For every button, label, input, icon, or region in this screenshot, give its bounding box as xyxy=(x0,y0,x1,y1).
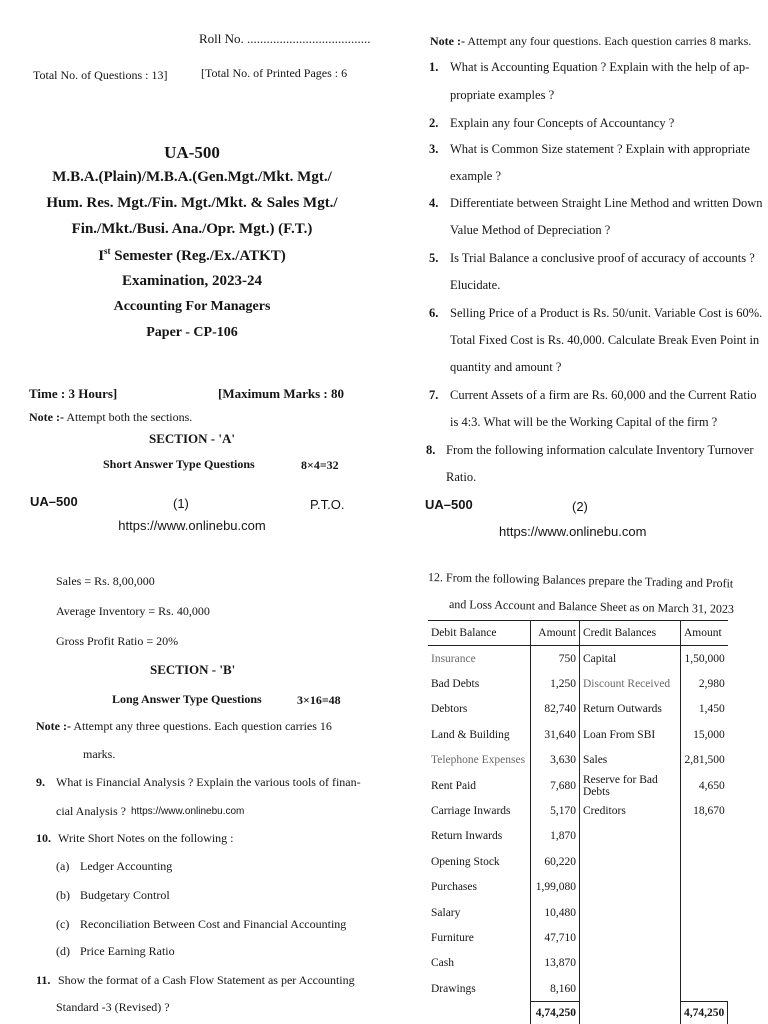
debit-name: Purchases xyxy=(428,875,531,900)
paper-number: Paper - CP-106 xyxy=(146,325,238,340)
q10-c-text: Reconciliation Between Cost and Financial Accounting xyxy=(80,917,347,931)
page-1 xyxy=(0,0,384,552)
q8-line-2: Ratio. xyxy=(446,470,477,484)
table-row xyxy=(428,671,728,696)
debit-amount: 1,99,080 xyxy=(531,875,580,900)
page-3 xyxy=(0,552,384,1024)
balances-table xyxy=(428,620,728,1024)
credit-name: Capital xyxy=(580,646,681,672)
credit-name xyxy=(580,900,681,925)
table-row xyxy=(428,748,728,773)
credit-amount xyxy=(681,925,728,950)
section-b-title: SECTION - 'B' xyxy=(150,662,236,677)
credit-amount: 1,50,000 xyxy=(684,652,725,665)
exam-year: Examination, 2023-24 xyxy=(121,273,262,289)
table-row xyxy=(428,925,728,950)
table-row xyxy=(428,646,728,672)
credit-amount: 15,000 xyxy=(693,728,725,741)
section-a-type: Short Answer Type Questions xyxy=(103,457,255,471)
debit-amount: 47,710 xyxy=(531,925,580,950)
q4-number: 4. xyxy=(429,196,439,210)
credit-name xyxy=(580,976,681,1002)
q10-a-text: Ledger Accounting xyxy=(80,859,173,873)
debit-amount: 31,640 xyxy=(531,722,580,747)
q10-number: 10. xyxy=(36,831,51,845)
debit-name: Opening Stock xyxy=(428,849,531,874)
q6-line-1: Selling Price of a Product is Rs. 50/unit. Variable Cost is 60%. xyxy=(450,306,763,320)
table-row xyxy=(428,773,728,798)
q11-line-2: Standard -3 (Revised) ? xyxy=(56,1000,170,1014)
q11-line-1: Show the format of a Cash Flow Statement as per Accounting xyxy=(58,973,355,987)
debit-amount: 3,630 xyxy=(531,748,580,773)
debit-amount: 5,170 xyxy=(531,798,580,823)
q6-line-3: quantity and amount ? xyxy=(450,360,562,374)
total-questions: Total No. of Questions : 13] xyxy=(33,68,168,82)
credit-amount xyxy=(681,951,728,976)
credit-name xyxy=(580,824,681,849)
given-sales: Sales = Rs. 8,00,000 xyxy=(56,574,155,588)
section-a-marks: 8×4=32 xyxy=(301,458,339,472)
q3-line-1: What is Common Size statement ? Explain with appropriate xyxy=(450,142,750,156)
debit-amount: 13,870 xyxy=(531,951,580,976)
q2-number: 2. xyxy=(429,116,439,130)
footer-url[interactable]: https://www.onlinebu.com xyxy=(499,524,647,539)
debit-amount: 82,740 xyxy=(531,697,580,722)
credit-name xyxy=(580,849,681,874)
q10-d-label: (d) xyxy=(56,944,70,958)
credit-name xyxy=(580,875,681,900)
q5-number: 5. xyxy=(429,251,439,265)
time: Time : 3 Hours] xyxy=(29,386,118,401)
credit-amount: 2,81,500 xyxy=(684,754,725,767)
table-row xyxy=(428,849,728,874)
credit-amount: 4,650 xyxy=(698,779,725,792)
table-header-row xyxy=(428,621,728,646)
header-credit-amount: Amount xyxy=(681,621,728,646)
debit-name: Furniture xyxy=(428,925,531,950)
note-line-2: marks. xyxy=(83,747,116,761)
section-a-title: SECTION - 'A' xyxy=(149,431,235,446)
debit-name: Rent Paid xyxy=(428,773,531,798)
footer-code: UA–500 xyxy=(425,497,473,512)
q11-number: 11. xyxy=(36,973,51,987)
q8-number: 8. xyxy=(426,443,436,457)
q4-line-2: Value Method of Depreciation ? xyxy=(450,223,611,237)
debit-name: Salary xyxy=(428,900,531,925)
credit-amount xyxy=(681,900,728,925)
credit-amount xyxy=(681,976,728,1002)
debit-name: Carriage Inwards xyxy=(428,798,531,823)
max-marks: [Maximum Marks : 80 xyxy=(218,386,345,401)
q9-number: 9. xyxy=(36,775,45,789)
footer-code: UA–500 xyxy=(30,494,78,509)
header-credit-balances: Credit Balances xyxy=(580,621,681,646)
q1-number: 1. xyxy=(429,60,439,74)
q9-url[interactable]: https://www.onlinebu.com xyxy=(131,806,245,817)
total-spacer xyxy=(428,1002,531,1024)
total-spacer xyxy=(580,1002,681,1024)
debit-amount: 1,250 xyxy=(531,671,580,696)
q6-line-2: Total Fixed Cost is Rs. 40,000. Calculate Break Even Point in xyxy=(450,333,760,347)
q1-line-2: propriate examples ? xyxy=(450,88,555,102)
page-4 xyxy=(384,552,768,1024)
q12-line-2: and Loss Account and Balance Sheet as on March 31, 2023 xyxy=(448,597,735,616)
credit-name: Reserve for Bad Debts xyxy=(580,773,681,798)
footer-page-number: (2) xyxy=(572,499,588,514)
table-row xyxy=(428,722,728,747)
table-row xyxy=(428,951,728,976)
q5-line-1: Is Trial Balance a conclusive proof of accuracy of accounts ? xyxy=(450,251,755,265)
credit-amount: 18,670 xyxy=(693,805,725,818)
q5-line-2: Elucidate. xyxy=(450,278,501,292)
q10-text: Write Short Notes on the following : xyxy=(58,831,234,845)
note: Note :- Attempt both the sections. xyxy=(29,410,193,424)
debit-name: Land & Building xyxy=(428,722,531,747)
table-row xyxy=(428,824,728,849)
roll-no: Roll No. ...................................... xyxy=(199,31,371,46)
q10-b-text: Budgetary Control xyxy=(80,888,170,902)
q3-line-2: example ? xyxy=(450,169,502,183)
credit-name xyxy=(580,951,681,976)
q9-line-1: What is Financial Analysis ? Explain the various tools of finan- xyxy=(56,775,361,789)
credit-amount xyxy=(681,824,728,849)
total-pages: [Total No. of Printed Pages : 6 xyxy=(201,66,348,80)
debit-name: Bad Debts xyxy=(428,671,531,696)
debit-amount: 10,480 xyxy=(531,900,580,925)
q4-line-1: Differentiate between Straight Line Method and written Down xyxy=(450,196,763,210)
table-row xyxy=(428,875,728,900)
debit-name: Drawings xyxy=(428,976,531,1002)
course-line-2: Hum. Res. Mgt./Fin. Mgt./Mkt. & Sales Mgt./ xyxy=(46,195,338,211)
course-line-1: M.B.A.(Plain)/M.B.A.(Gen.Mgt./Mkt. Mgt./ xyxy=(52,169,332,185)
table-row xyxy=(428,798,728,823)
debit-amount: 7,680 xyxy=(531,773,580,798)
footer-pto: P.T.O. xyxy=(310,497,345,512)
credit-amount xyxy=(681,849,728,874)
course-line-3: Fin./Mkt./Busi. Ana./Opr. Mgt.) (F.T.) xyxy=(71,221,313,237)
q7-line-2: is 4:3. What will be the Working Capital of the firm ? xyxy=(450,415,718,429)
q10-b-label: (b) xyxy=(56,888,70,902)
given-gross-profit-ratio: Gross Profit Ratio = 20% xyxy=(56,634,179,648)
debit-name: Insurance xyxy=(428,646,531,672)
q8-line-1: From the following information calculate Inventory Turnover xyxy=(446,443,754,457)
credit-amount xyxy=(681,875,728,900)
debit-amount: 1,870 xyxy=(531,824,580,849)
q2-line-1: Explain any four Concepts of Accountancy ? xyxy=(450,116,675,130)
given-average-inventory: Average Inventory = Rs. 40,000 xyxy=(56,604,210,618)
credit-name: Sales xyxy=(580,748,681,773)
q1-line-1: What is Accounting Equation ? Explain with the help of ap- xyxy=(450,60,750,74)
table-row xyxy=(428,976,728,1002)
q6-number: 6. xyxy=(429,306,439,320)
q7-number: 7. xyxy=(429,388,439,402)
q7-line-1: Current Assets of a firm are Rs. 60,000 and the Current Ratio xyxy=(450,388,757,402)
q9-line-2: cial Analysis ? xyxy=(56,804,126,818)
debit-name: Return Inwards xyxy=(428,824,531,849)
debit-amount: 750 xyxy=(531,646,580,672)
semester: Ist Semester (Reg./Ex./ATKT) xyxy=(98,246,286,264)
q10-c-label: (c) xyxy=(56,917,70,931)
credit-name: Return Outwards xyxy=(580,697,681,722)
credit-amount: 1,450 xyxy=(698,703,725,716)
credit-name xyxy=(580,925,681,950)
q3-number: 3. xyxy=(429,142,439,156)
footer-url[interactable]: https://www.onlinebu.com xyxy=(118,518,266,533)
credit-name: Creditors xyxy=(580,798,681,823)
credit-total: 4,74,250 xyxy=(681,1002,728,1024)
paper-code: UA-500 xyxy=(164,143,220,162)
debit-name: Telephone Expenses xyxy=(428,748,531,773)
debit-amount: 60,220 xyxy=(531,849,580,874)
debit-name: Debtors xyxy=(428,697,531,722)
q10-d-text: Price Earning Ratio xyxy=(80,944,175,958)
table-row xyxy=(428,900,728,925)
credit-name: Discount Received xyxy=(580,671,681,696)
q12-line-1: 12. From the following Balances prepare the Trading and Profit xyxy=(427,570,734,591)
note: Note :- Attempt any three questions. Each question carries 16 xyxy=(36,719,332,733)
debit-amount: 8,160 xyxy=(531,976,580,1002)
debit-total: 4,74,250 xyxy=(531,1002,580,1024)
note: Note :- Attempt any four questions. Each question carries 8 marks. xyxy=(430,34,752,48)
credit-name: Loan From SBI xyxy=(580,722,681,747)
table-row xyxy=(428,697,728,722)
table-total-row xyxy=(428,1002,728,1024)
section-b-marks: 3×16=48 xyxy=(297,693,341,707)
section-b-type: Long Answer Type Questions xyxy=(112,692,262,706)
debit-name: Cash xyxy=(428,951,531,976)
credit-amount: 2,980 xyxy=(698,678,725,691)
footer-page-number: (1) xyxy=(173,496,189,511)
q10-a-label: (a) xyxy=(56,859,70,873)
header-debit-balance: Debit Balance xyxy=(428,621,531,646)
page-2 xyxy=(384,0,768,552)
subject: Accounting For Managers xyxy=(113,299,271,314)
header-debit-amount: Amount xyxy=(531,621,580,646)
